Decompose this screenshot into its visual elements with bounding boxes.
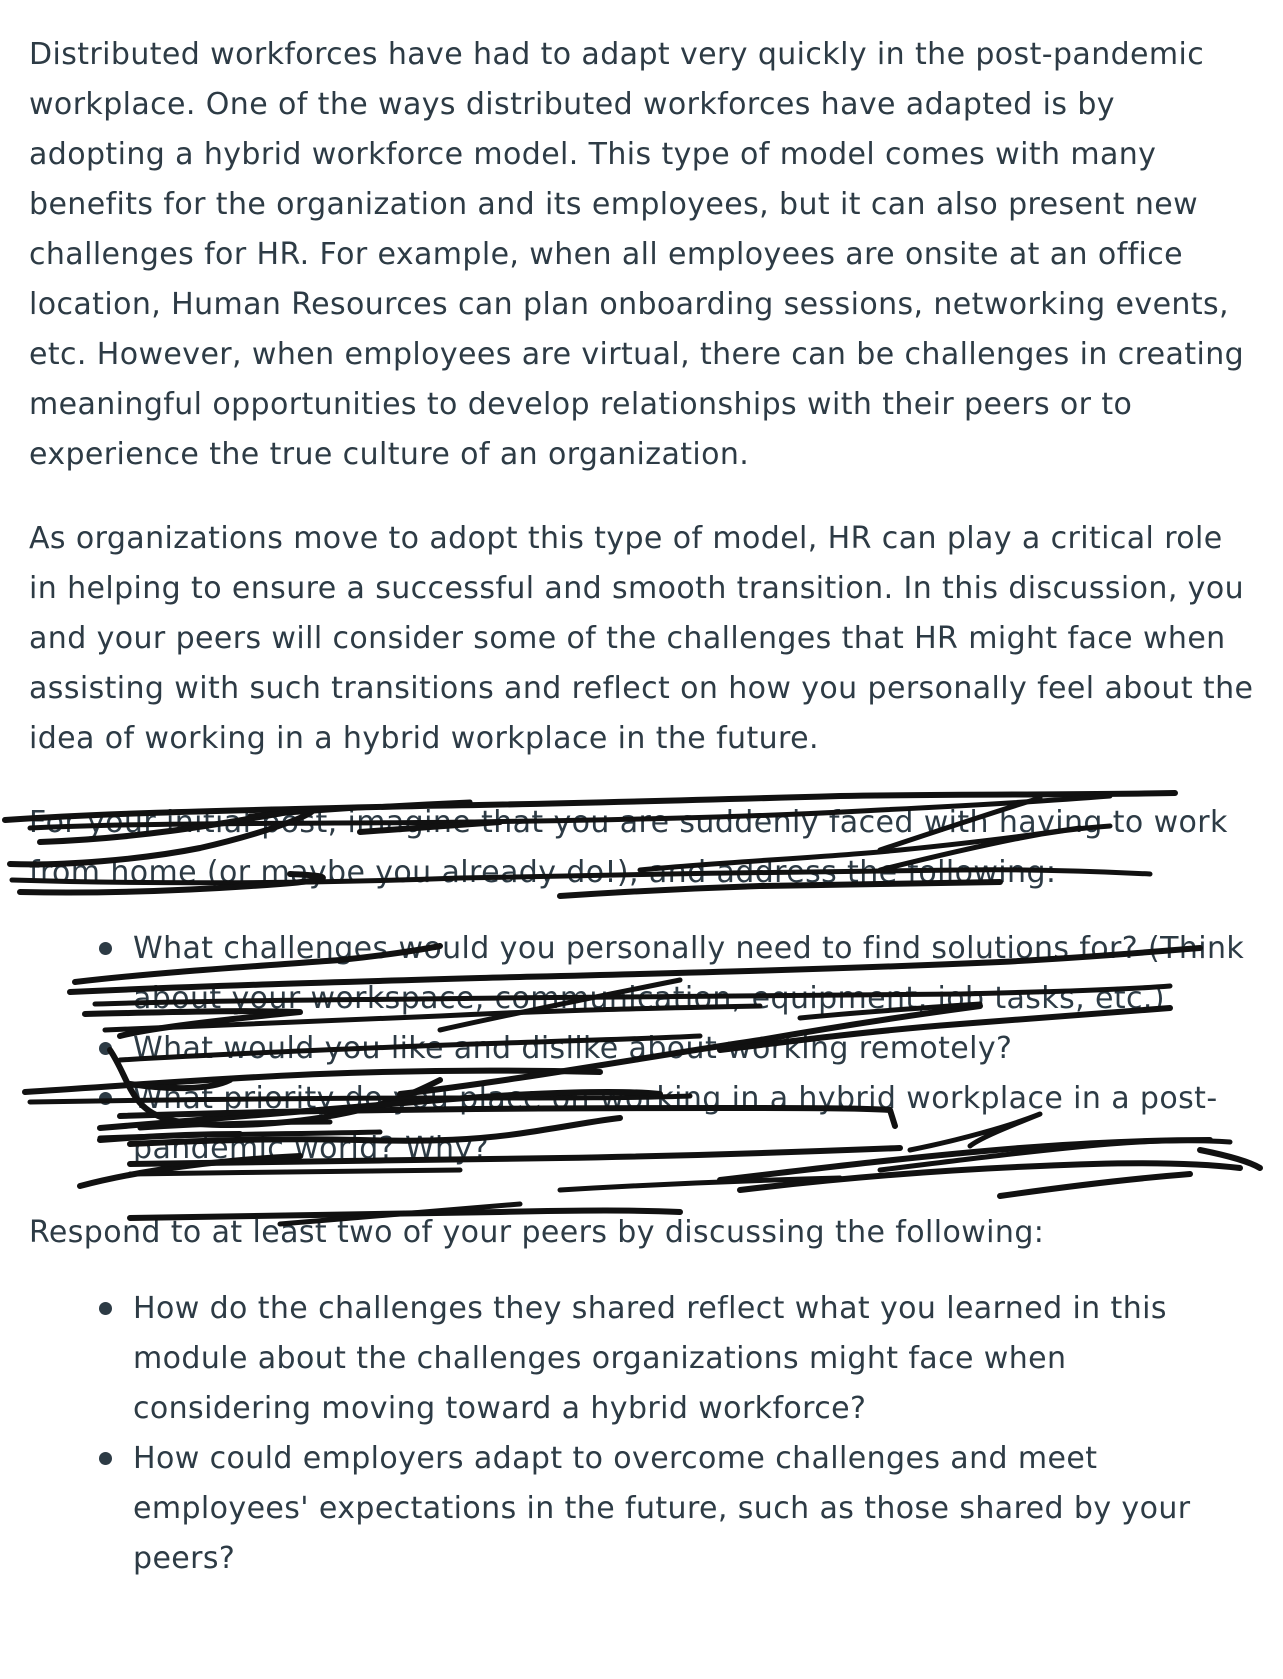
redacted-initial-post-section bbox=[29, 798, 1254, 1174]
list-item: How could employers adapt to overcome challenges and meet employees' expectations in the future, such as those shared by your peers? bbox=[133, 1434, 1254, 1584]
list-item: What would you like and dislike about working remotely? bbox=[133, 1024, 1254, 1074]
initial-post-paragraph: For your initial post, imagine that you are suddenly faced with having to work from home (or maybe you already do!), and address the following: bbox=[29, 805, 1228, 890]
list-item: How do the challenges they shared reflect what you learned in this module about the challenges organizations might face when considering moving toward a hybrid workforce? bbox=[133, 1284, 1254, 1434]
intro-paragraph: Distributed workforces have had to adapt very quickly in the post-pandemic workplace. One of the ways distributed workforces have adapted is by adopting a hybrid workforce model. This type of model comes with many benefits for the organization and its employees, but it can also present new challenges for HR. For example, when all employees are onsite at an office location, Human Resources can plan onboarding sessions, networking events, etc. However, when employees are virtual, there can be challenges in creating meaningful opportunities to develop relationships with their peers or to experience the true culture of an organization. bbox=[29, 37, 1245, 472]
context-paragraph: As organizations move to adopt this type of model, HR can play a critical role in helping to ensure a successful and smooth transition. In this discussion, you and your peers will consider some of the challenges that HR might face when assisting with such transitions and reflect on how you personally feel about the idea of working in a hybrid workplace in the future. bbox=[29, 521, 1254, 756]
list-item: What challenges would you personally need to find solutions for? (Think about your workspace, communication, equipment, job tasks, etc.) bbox=[133, 924, 1254, 1024]
list-item: What priority do you place on working in a hybrid workplace in a post-pandemic world? Why? bbox=[133, 1074, 1254, 1174]
response-list bbox=[29, 1284, 1254, 1584]
response-paragraph: Respond to at least two of your peers by discussing the following: bbox=[29, 1215, 1045, 1250]
discussion-prompt bbox=[29, 30, 1254, 1618]
initial-post-list bbox=[29, 924, 1254, 1174]
